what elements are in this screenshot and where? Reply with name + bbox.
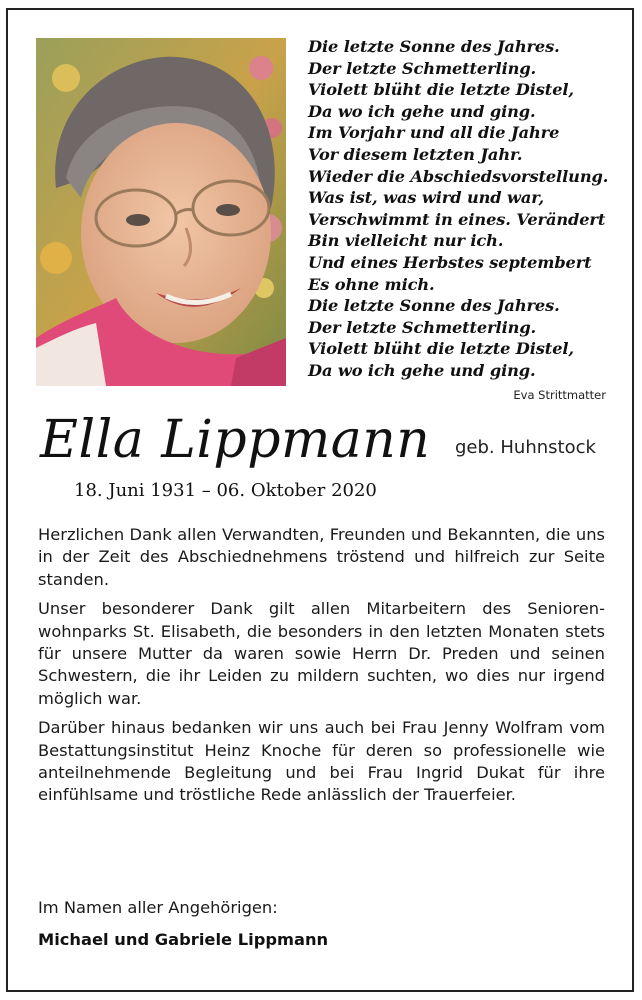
poem-line: Was ist, was wird und war,: [308, 188, 545, 208]
life-dates: 18. Juni 1931 – 06. Oktober 2020: [74, 480, 377, 501]
poem-line: Da wo ich gehe und ging.: [308, 360, 536, 380]
birth-name: geb. Huhnstock: [455, 437, 596, 458]
paragraph: Herzlichen Dank allen Verwandten, Freunden und Bekannten, die uns in der Zeit des Abschiednehmens tröstend und hilfreich zur Seite standen.: [38, 525, 605, 589]
poem-line: Und eines Herbstes septembert: [308, 252, 592, 272]
signature: Michael und Gabriele Lippmann: [38, 930, 329, 949]
deceased-name: Ella Lippmann: [40, 410, 431, 470]
poem-line: Der letzte Schmetterling.: [308, 58, 537, 78]
poem-line: Verschwimmt in eines. Verändert: [308, 209, 606, 229]
portrait-photo: [36, 38, 286, 386]
poem-line: Wieder die Abschiedsvorstellung.: [308, 166, 609, 186]
poem-line: Da wo ich gehe und ging.: [308, 101, 536, 121]
poem-line: Im Vorjahr und all die Jahre: [308, 123, 560, 143]
poem-line: Violett blüht die letzte Distel,: [308, 339, 574, 359]
thank-you-text: [38, 524, 605, 814]
poem-line: Vor diesem letzten Jahr.: [308, 144, 523, 164]
paragraph: Unser besonderer Dank gilt allen Mitarbeitern des Seniorenwohnparks St. Elisabeth, die besonders in den letzten Monaten stets für unsere Mutter da waren sowie Herrn Dr. Preden und seinen Schwestern, die ihr Leiden zu mildern suchten, wo dies nur irgend möglich war.: [38, 599, 605, 708]
poem-line: Violett blüht die letzte Distel,: [308, 80, 574, 100]
poem-author: Eva Strittmatter: [513, 388, 606, 402]
closing-line: Im Namen aller Angehörigen:: [38, 898, 278, 917]
poem-line: Die letzte Sonne des Jahres.: [308, 37, 560, 56]
poem-line: Bin vielleicht nur ich.: [308, 231, 504, 251]
paragraph: Darüber hinaus bedanken wir uns auch bei Frau Jenny Wolfram vom Bestattungsinstitut Heinz Knoche für deren so professionelle wie anteilnehmende Begleitung und bei Frau Ingrid Dukat für ihre einfühlsame und tröstliche Rede anlässlich der Trauerfeier.: [38, 718, 605, 805]
poem-line: Der letzte Schmetterling.: [308, 317, 537, 337]
poem: [308, 36, 608, 382]
poem-line: Es ohne mich.: [308, 274, 435, 294]
poem-line: Die letzte Sonne des Jahres.: [308, 296, 560, 316]
